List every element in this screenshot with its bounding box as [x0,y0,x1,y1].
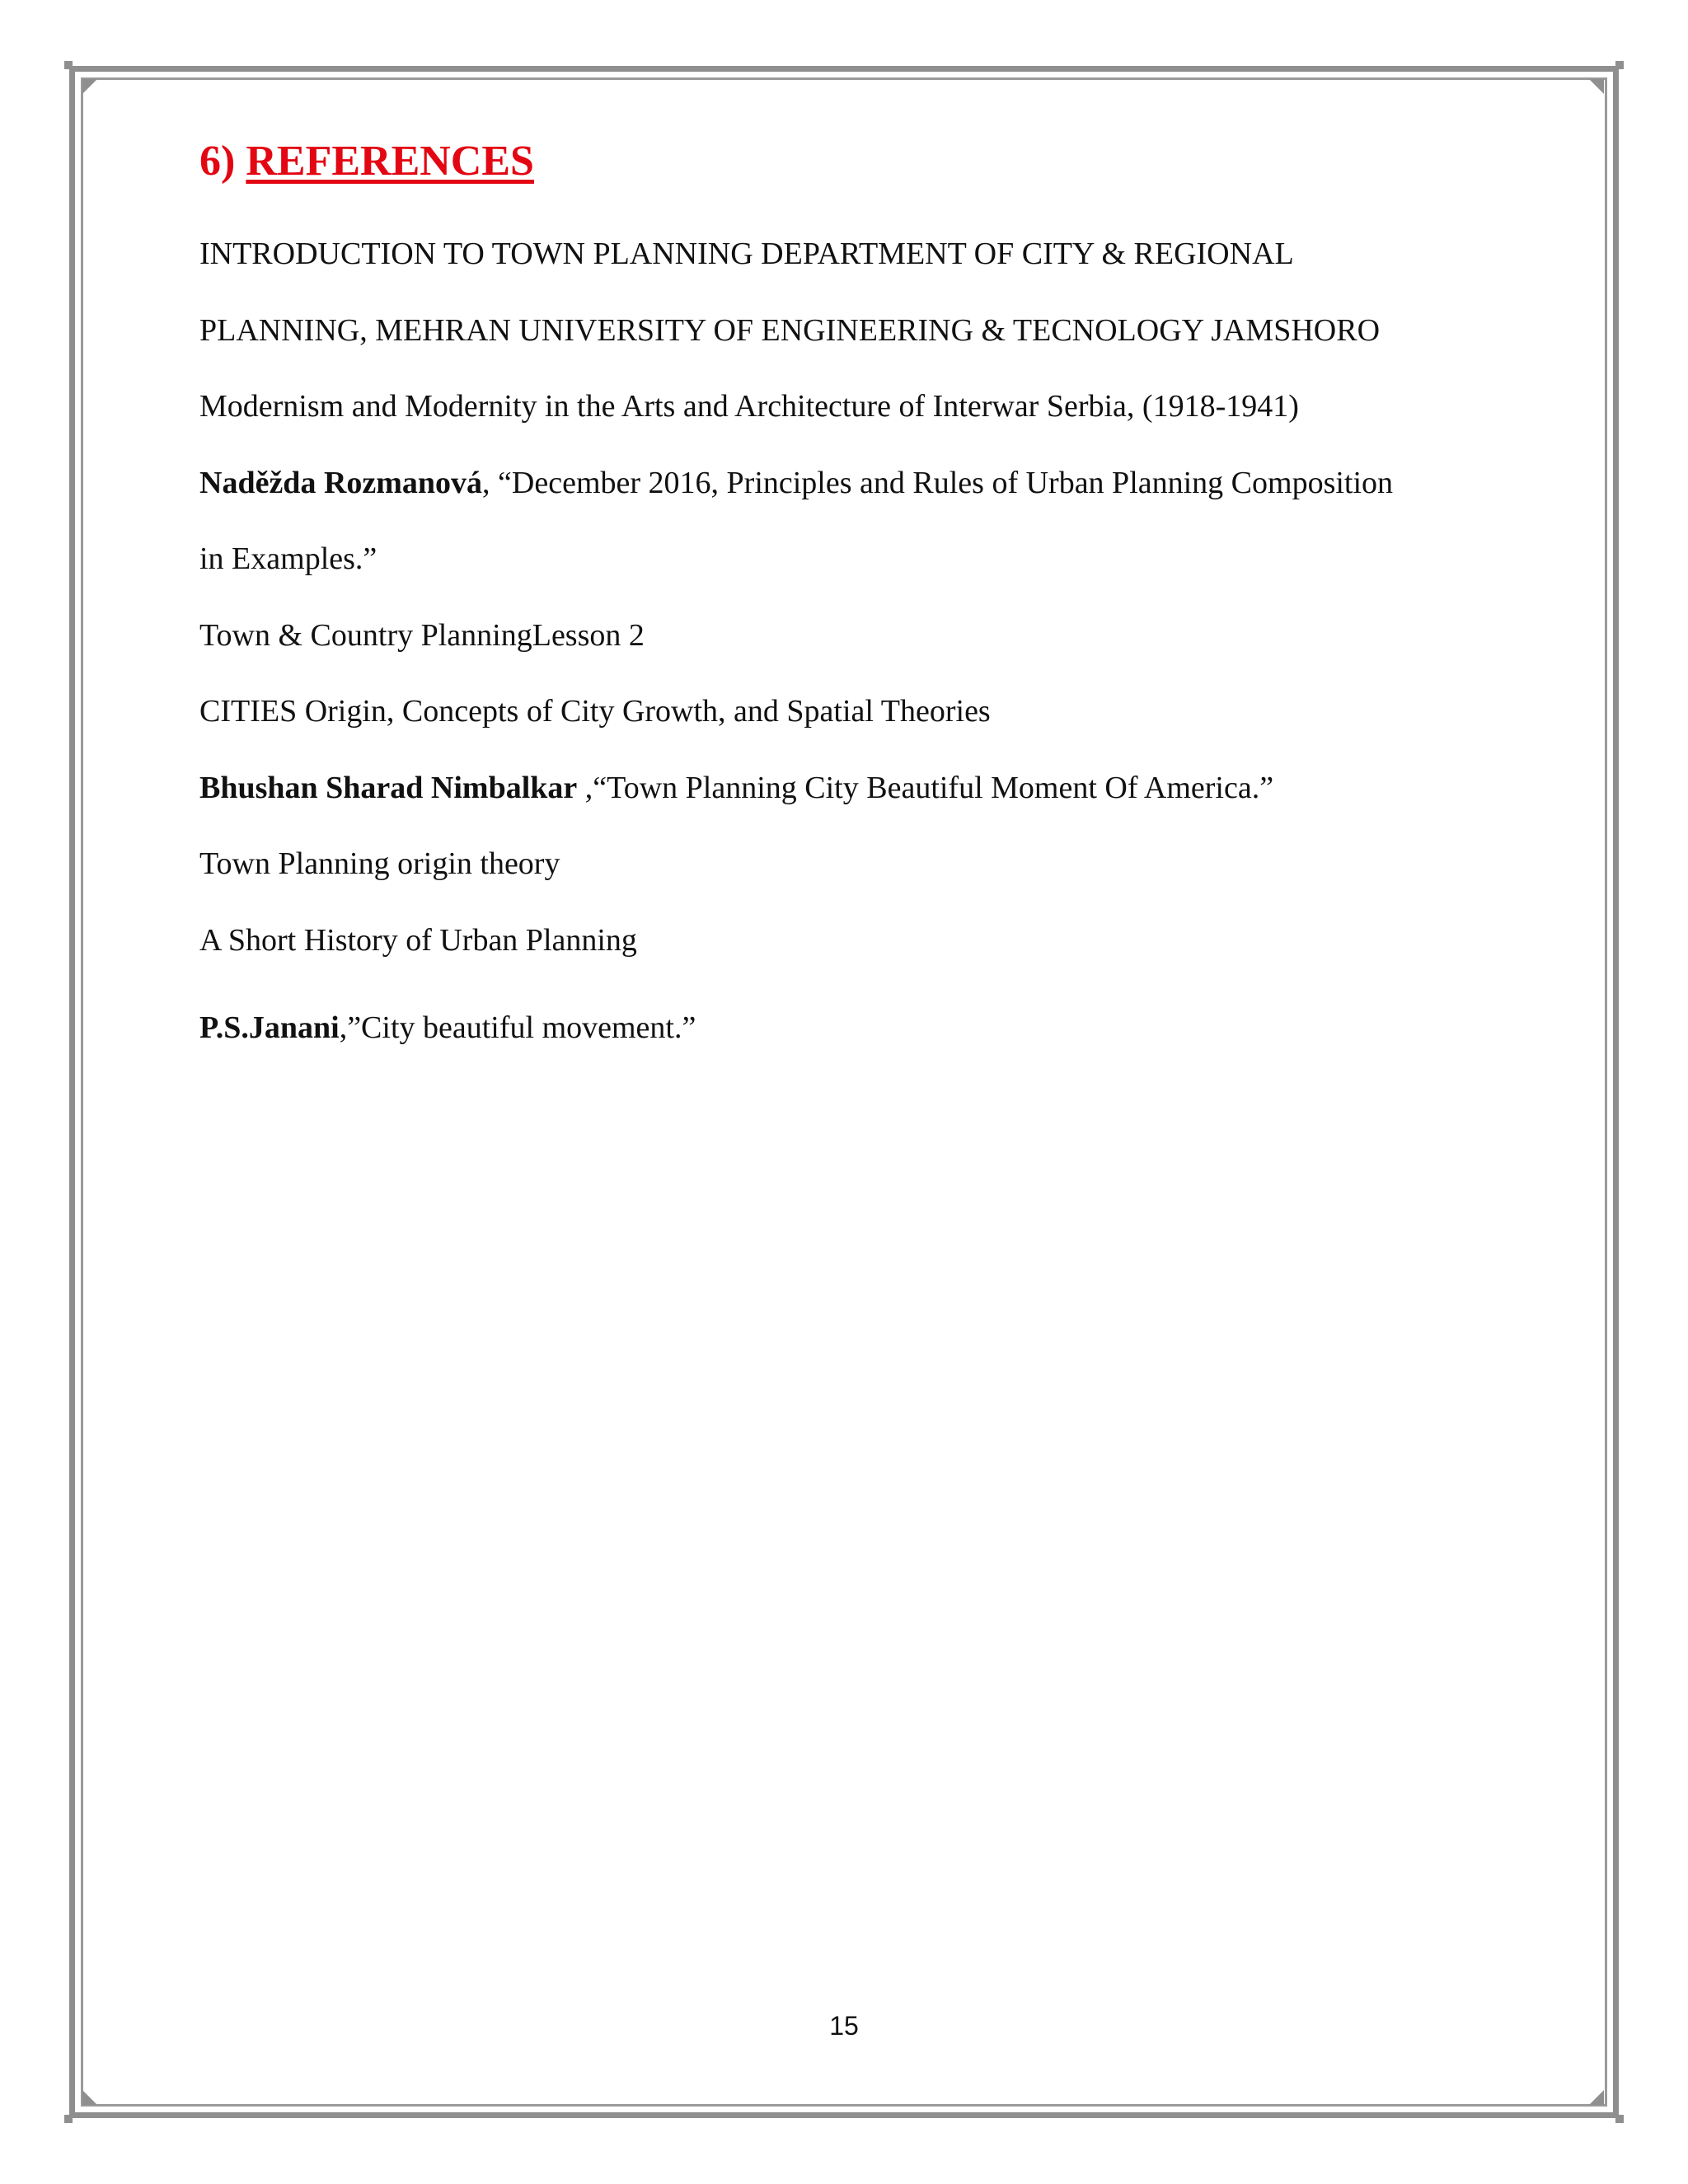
reference-line [199,216,1518,293]
reference-line [199,293,1518,369]
section-number: 6) [199,138,246,185]
page-number: 15 [829,2011,859,2041]
reference-author: Naděžda Rozmanová [199,465,483,500]
reference-line [199,750,1518,827]
reference-line [199,902,1518,979]
border-corner-ornament [82,79,97,94]
border-corner-ornament [1589,2090,1604,2105]
section-heading [199,132,1518,191]
reference-text: PLANNING, MEHRAN UNIVERSITY OF ENGINEERING & TECNOLOGY JAMSHORO [199,312,1381,348]
reference-line [199,990,1518,1066]
reference-text: in Examples.” [199,541,377,576]
reference-line [199,521,1518,598]
reference-line [199,368,1518,445]
reference-line [199,598,1518,674]
reference-text: INTRODUCTION TO TOWN PLANNING DEPARTMENT OF CITY & REGIONAL [199,237,1294,271]
reference-line [199,826,1518,902]
reference-author: Bhushan Sharad Nimbalkar [199,770,578,805]
reference-line [199,673,1518,750]
reference-line [199,445,1518,522]
section-title: REFERENCES [246,138,534,185]
border-corner-ornament [1589,79,1604,94]
border-corner-dot [64,61,73,69]
border-corner-dot [1615,61,1624,69]
reference-text: CITIES Origin, Concepts of City Growth, and Spatial Theories [199,694,991,729]
reference-text: A Short History of Urban Planning [199,922,637,958]
border-corner-ornament [82,2090,97,2105]
reference-text: Town Planning origin theory [199,846,560,881]
reference-text: , “December 2016, Principles and Rules of Urban Planning Composition [482,465,1394,500]
reference-text: Town & Country PlanningLesson 2 [199,617,645,653]
border-corner-dot [1615,2115,1624,2123]
reference-list [199,216,1518,1066]
border-corner-dot [64,2115,73,2123]
reference-author: P.S.Janani [199,1010,340,1045]
reference-text: ,”City beautiful movement.” [339,1010,696,1045]
reference-text: ,“Town Planning City Beautiful Moment Of America.” [577,770,1274,805]
reference-text: Modernism and Modernity in the Arts and Architecture of Interwar Serbia, (1918-1941) [199,389,1299,424]
page-content [199,132,1518,1066]
